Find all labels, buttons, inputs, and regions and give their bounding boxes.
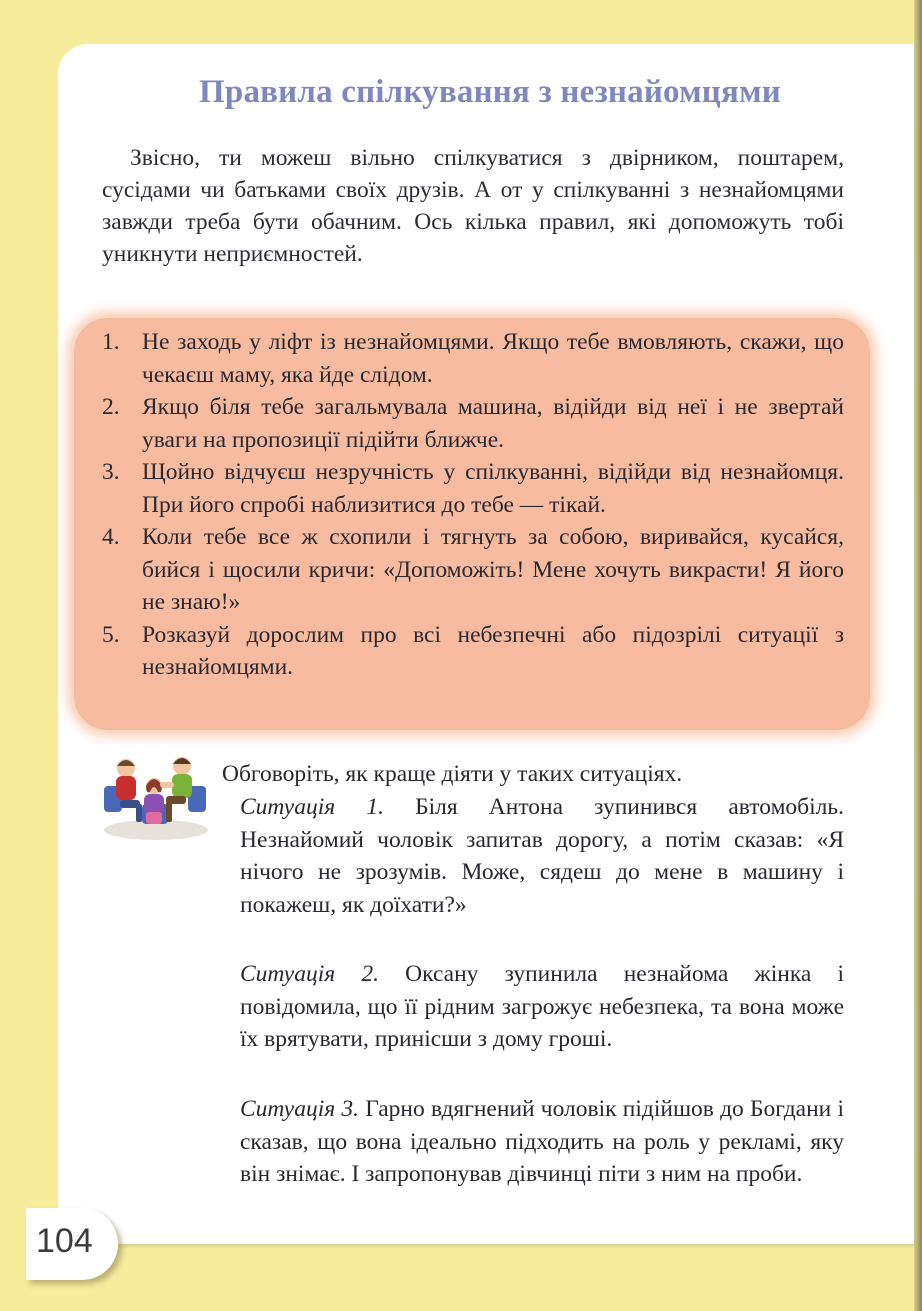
page-title: Правила спілкування з незнайомцями (199, 74, 781, 110)
rule-text: Щойно відчуєш незручність у спілкуванні, відійди від незнайомця. При його спробі наблизитися до тебе — тікай. (142, 459, 844, 518)
rule-text: Якщо біля тебе загальмувала машина, відійди від неї і не звертай уваги на пропозиції підійти ближче. (142, 394, 844, 453)
rule-item (102, 619, 844, 684)
rule-text: Розказуй дорослим про всі небезпечні або підозрілі ситуації з незнайомцями. (142, 621, 844, 680)
intro-paragraph: Звісно, ти можеш вільно спілкуватися з двірником, поштарем, сусідами чи батьками своїх друзів. А от у спілкуванні з незнайомцями завжди треба бути обачним. Ось кілька правил, які допоможуть тобі уникнути неприємностей. (102, 145, 844, 267)
rule-number: 3. (102, 459, 120, 485)
rule-item (102, 521, 844, 619)
rule-text: Не заходь у ліфт із незнайомцями. Якщо тебе вмовляють, скажи, що чекаєш маму, яка йде слідом. (142, 329, 844, 388)
rule-item (102, 456, 844, 521)
rule-number: 5. (102, 621, 120, 648)
situation-1 (240, 791, 844, 921)
rule-number: 4. (102, 524, 120, 550)
rule-item (102, 391, 844, 456)
rules-list (102, 326, 844, 684)
situation-label: Ситуація 3. (240, 1096, 360, 1122)
situation-text: Оксану зупинила незнайома жінка і повідомила, що її рідним загрожує небезпека, та вона може їх врятувати, принісши з дому гроші. (240, 961, 844, 1052)
situation-text: Гарно вдягнений чоловік підійшов до Богдани і сказав, що вона ідеально підходить на роль у рекламі, яку він знімає. І запропонував дівчинці піти з ним на проби. (240, 1096, 844, 1187)
discussion-prompt: Обговоріть, як краще діяти у таких ситуаціях. (222, 761, 683, 787)
situation-2 (240, 958, 844, 1056)
situation-text: Біля Антона зупинився автомобіль. Незнайомий чоловік запитав дорогу, а потім сказав: «Я нічого не зрозумів. Може, сядеш до мене в машину і покажеш, як доїхати?» (240, 794, 844, 918)
situation-3 (240, 1093, 844, 1191)
children-discussing-icon (96, 746, 214, 842)
page-number: 104 (36, 1222, 93, 1260)
bottom-rule (112, 1244, 914, 1249)
rule-number: 2. (102, 394, 120, 420)
situation-label: Ситуація 2. (240, 961, 379, 987)
situation-label: Ситуація 1. (240, 794, 384, 820)
page-edge-shadow (914, 0, 922, 1311)
rule-number: 1. (102, 329, 120, 355)
rule-item (102, 326, 844, 391)
rule-text: Коли тебе все ж схопили і тягнуть за собою, виривайся, кусайся, бийся і щосили кричи: «Допоможіть! Мене хочуть викрасти! Я його не знаю!» (142, 524, 844, 615)
